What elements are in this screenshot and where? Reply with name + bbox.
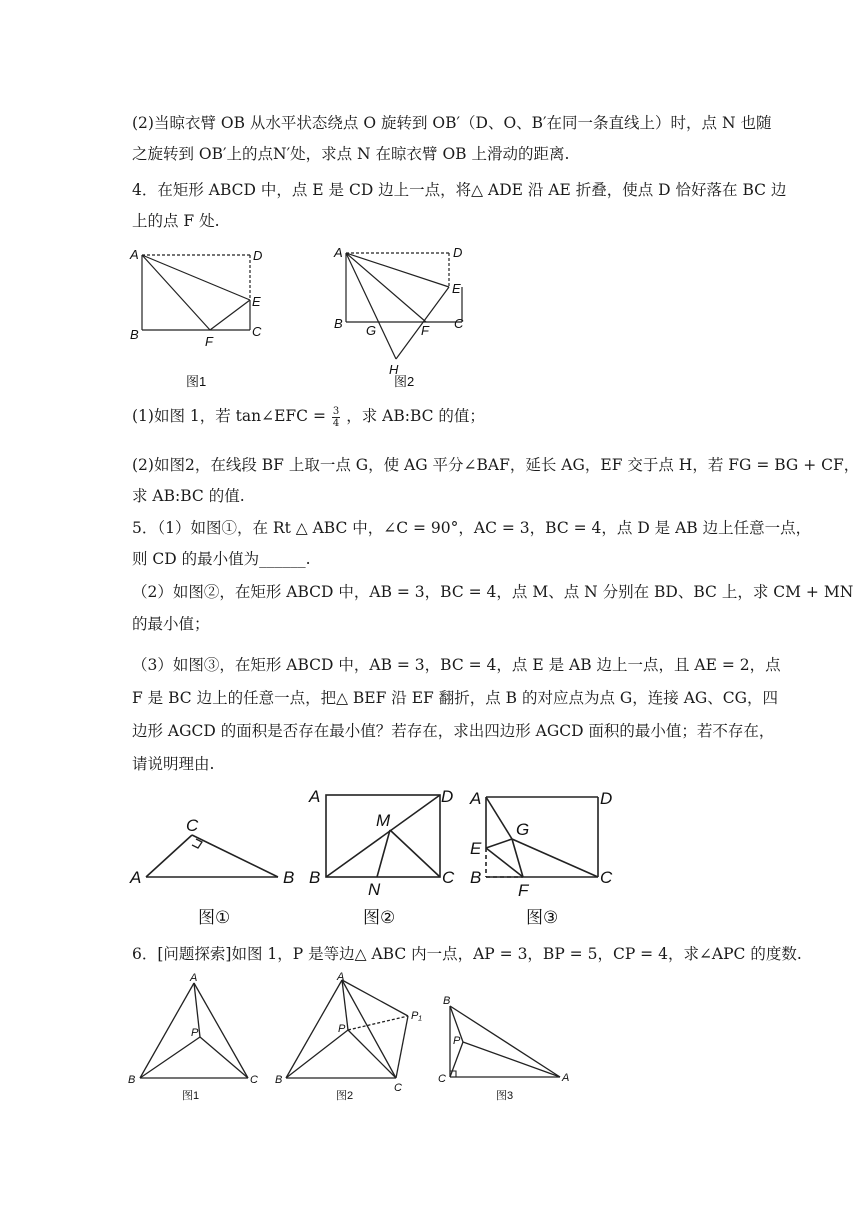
- label: C: [252, 324, 262, 339]
- label: P: [338, 1023, 346, 1035]
- problem4-question2-line2: 求 AB:BC 的值.: [132, 487, 245, 505]
- problem3-part2-line2: 之旋转到 OB′上的点N′处，求点 N 在晾衣臂 OB 上滑动的距离.: [132, 145, 570, 163]
- label: C: [600, 868, 613, 887]
- q1-prefix: (1)如图 1，若 tan∠EFC =: [132, 407, 326, 425]
- figure-caption: 图1: [182, 1090, 200, 1102]
- label: G: [366, 323, 377, 338]
- label: D: [441, 787, 454, 806]
- problem5-q3-line2: F 是 BC 边上的任意一点，把△ BEF 沿 EF 翻折，点 B 的对应点为点 G，连接 AG、CG，四: [132, 689, 779, 707]
- problem5-figure-3: [466, 780, 626, 930]
- problem6-figure-1: [126, 970, 266, 1105]
- problem4-question2-line1: (2)如图2，在线段 BF 上取一点 G，使 AG 平分∠BAF，延长 AG，EF 交于点 H，若 FG = BG + CF，: [132, 456, 860, 474]
- problem5-figure-1: [126, 815, 306, 930]
- fraction-denominator: 4: [332, 417, 340, 429]
- problem5-q1-line2: 则 CD 的最小值为______.: [132, 550, 311, 568]
- label: A: [130, 868, 142, 887]
- label: C: [250, 1074, 258, 1086]
- label: A: [334, 245, 343, 260]
- label: F: [421, 323, 429, 338]
- label: C: [186, 816, 199, 835]
- problem5-figure-2: [304, 780, 464, 930]
- label: D: [453, 245, 463, 260]
- figure-caption: 图②: [363, 908, 396, 927]
- figure-caption: 图③: [526, 908, 559, 927]
- problem4-figure-1: [126, 242, 276, 392]
- label: A: [190, 972, 198, 984]
- label: F: [205, 334, 213, 349]
- label: B: [470, 868, 482, 887]
- label: C: [454, 316, 464, 331]
- problem5-q3-line1: （3）如图③，在矩形 ABCD 中，AB = 3，BC = 4，点 E 是 AB 边上一点，且 AE = 2，点: [132, 656, 781, 674]
- q1-suffix: ，求 AB:BC 的值；: [346, 407, 485, 425]
- label: A: [130, 247, 139, 262]
- figure-caption: 图2: [336, 1090, 354, 1102]
- fraction: [332, 406, 340, 429]
- figure-caption: 图2: [394, 374, 415, 389]
- problem5-q2-line2: 的最小值；: [132, 615, 210, 633]
- label: D: [253, 248, 263, 263]
- label: G: [516, 820, 530, 839]
- fraction-numerator: 3: [332, 405, 340, 417]
- label: E: [470, 839, 482, 858]
- label: A: [337, 971, 345, 983]
- label: B: [275, 1074, 283, 1086]
- problem5-q3-line4: 请说明理由.: [132, 755, 215, 773]
- label: C: [442, 868, 455, 887]
- label: C: [438, 1073, 446, 1085]
- label: B: [334, 316, 343, 331]
- label: B: [130, 327, 139, 342]
- label: P: [191, 1027, 199, 1039]
- label: B: [443, 995, 451, 1007]
- problem5-q3-line3: 边形 AGCD 的面积是否存在最小值？若存在，求出四边形 AGCD 面积的最小值；若不存在，: [132, 722, 775, 740]
- problem6-figure-3: [438, 990, 588, 1105]
- label: H: [389, 362, 399, 377]
- problem4-figure-2: [330, 242, 480, 392]
- label: E: [452, 281, 461, 296]
- problem5-q2-line1: （2）如图②，在矩形 ABCD 中，AB = 3，BC = 4，点 M、点 N 分别在 BD、BC 上，求 CM + MN: [132, 583, 854, 601]
- label: P₁: [411, 1010, 422, 1022]
- label: E: [252, 294, 261, 309]
- label: A: [470, 789, 482, 808]
- label: P: [453, 1035, 461, 1047]
- label: B: [128, 1074, 136, 1086]
- label: D: [600, 789, 613, 808]
- figure-caption: 图①: [198, 908, 231, 927]
- label: B: [283, 868, 295, 887]
- problem6-figure-2: [272, 970, 432, 1105]
- label: M: [376, 811, 391, 830]
- figure-caption: 图3: [496, 1090, 514, 1102]
- figure-caption: 图1: [186, 374, 207, 389]
- problem4-stem-line2: 上的点 F 处.: [132, 212, 220, 230]
- problem4-question1: [132, 405, 732, 433]
- label: C: [394, 1082, 402, 1094]
- problem4-stem-line1: 4．在矩形 ABCD 中，点 E 是 CD 边上一点，将△ ADE 沿 AE 折叠，使点 D 恰好落在 BC 边: [132, 181, 787, 199]
- label: N: [368, 880, 381, 899]
- label: B: [309, 868, 321, 887]
- label: A: [562, 1072, 570, 1084]
- label: A: [309, 787, 321, 806]
- problem3-part2-line1: (2)当晾衣臂 OB 从水平状态绕点 O 旋转到 OB′（D、O、B′在同一条直线上）时，点 N 也随: [132, 114, 772, 132]
- problem6-stem: 6．[问题探索]如图 1，P 是等边△ ABC 内一点，AP = 3，BP = 5，CP = 4，求∠APC 的度数.: [132, 945, 802, 963]
- label: F: [518, 881, 529, 900]
- problem5-q1-line1: 5．（1）如图①，在 Rt △ ABC 中，∠C = 90°，AC = 3，BC = 4，点 D 是 AB 边上任意一点，: [132, 519, 812, 537]
